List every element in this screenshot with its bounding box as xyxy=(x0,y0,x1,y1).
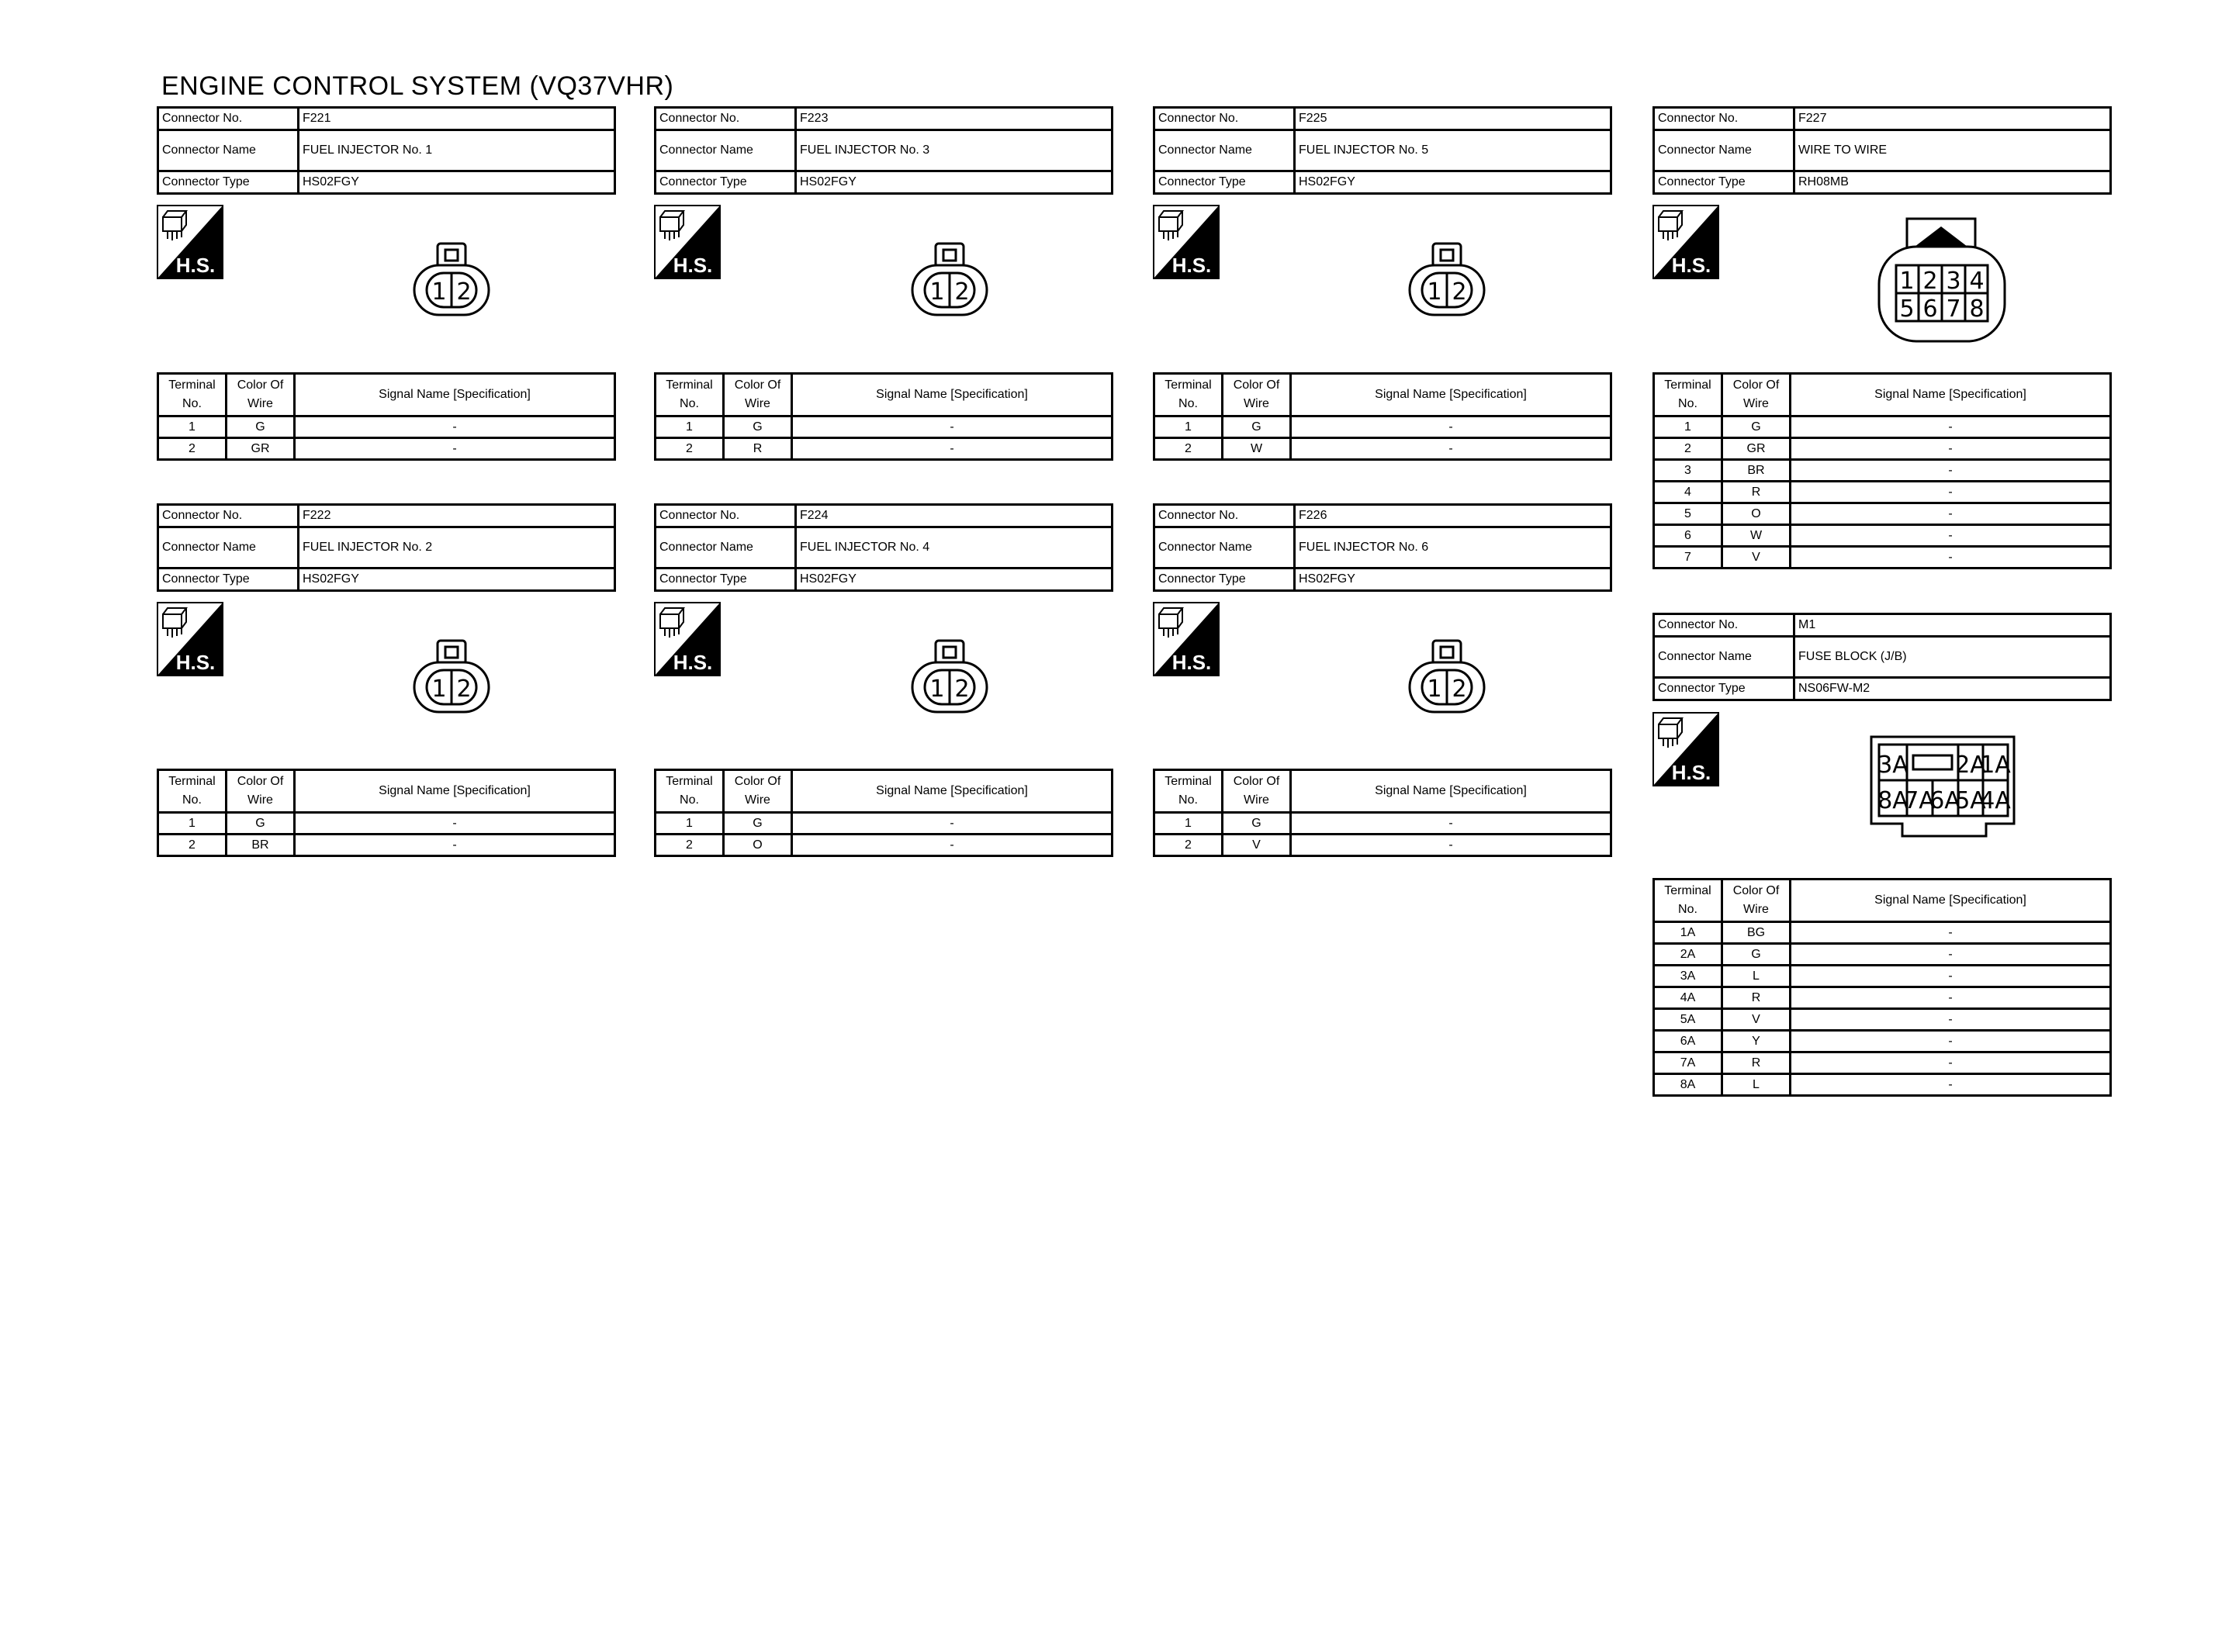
color-header: Color Of Wire xyxy=(724,770,792,813)
connector-no-value: F221 xyxy=(299,108,615,130)
connector-type-label: Connector Type xyxy=(1654,678,1794,700)
color-header: Color Of Wire xyxy=(1722,374,1791,416)
connector-face-f227 xyxy=(1876,216,2008,346)
table-row: 3A L - xyxy=(1654,966,2111,987)
color-header: Color Of Wire xyxy=(1223,374,1291,416)
connector-type-value: HS02FGY xyxy=(299,171,615,194)
page-title: ENGINE CONTROL SYSTEM (VQ37VHR) xyxy=(161,71,674,101)
connector-type-value: HS02FGY xyxy=(796,569,1113,591)
pin-label: 5A xyxy=(1955,787,1986,814)
table-row: 3 BR - xyxy=(1654,460,2111,482)
connector-info-f222 xyxy=(157,503,616,592)
color-header: Color Of Wire xyxy=(227,770,295,813)
table-row: 7A R - xyxy=(1654,1052,2111,1074)
pin-label: 8A xyxy=(1877,787,1909,814)
pin-label: 1 xyxy=(1899,268,1915,295)
connector-name-label: Connector Name xyxy=(656,527,796,569)
connector-no-value: F223 xyxy=(796,108,1113,130)
connector-type-value: HS02FGY xyxy=(1295,569,1611,591)
connector-face-m1 xyxy=(1867,732,2022,842)
pin-label: 3A xyxy=(1877,752,1909,779)
connector-no-label: Connector No. xyxy=(1654,614,1794,637)
hs-icon xyxy=(157,602,223,676)
connector-name-value: WIRE TO WIRE xyxy=(1794,130,2111,171)
table-row: 2 W - xyxy=(1154,438,1611,460)
connector-no-value: F224 xyxy=(796,505,1113,527)
connector-type-label: Connector Type xyxy=(158,171,299,194)
table-row: 2 O - xyxy=(656,835,1113,856)
terminal-no-header: Terminal No. xyxy=(158,374,227,416)
svg-text:H.S.: H.S. xyxy=(673,651,713,674)
connector-name-value: FUEL INJECTOR No. 2 xyxy=(299,527,615,569)
signal-header: Signal Name [Specification] xyxy=(295,374,615,416)
color-header: Color Of Wire xyxy=(227,374,295,416)
table-row: 2 R - xyxy=(656,438,1113,460)
pin-label: 5 xyxy=(1899,295,1915,323)
table-row: 8A L - xyxy=(1654,1074,2111,1096)
table-row: 6 W - xyxy=(1654,525,2111,547)
pin-label: 2 xyxy=(456,676,472,703)
pin-label: 3 xyxy=(1946,268,1961,295)
signal-header: Signal Name [Specification] xyxy=(792,770,1113,813)
hs-icon xyxy=(1153,602,1220,676)
connector-name-label: Connector Name xyxy=(1654,130,1794,171)
svg-text:H.S.: H.S. xyxy=(175,651,216,674)
pin-label: 8 xyxy=(1969,295,1985,323)
connector-type-label: Connector Type xyxy=(1654,171,1794,194)
connector-face-f225 xyxy=(1407,242,1487,320)
table-row: 2 GR - xyxy=(1654,438,2111,460)
pin-label: 2 xyxy=(954,278,970,306)
table-row: 2 V - xyxy=(1154,835,1611,856)
connector-name-value: FUEL INJECTOR No. 5 xyxy=(1295,130,1611,171)
table-row: 1 G - xyxy=(158,416,615,438)
terminal-no-header: Terminal No. xyxy=(656,374,724,416)
terminal-no-header: Terminal No. xyxy=(1654,374,1722,416)
connector-info-f223 xyxy=(654,106,1113,195)
connector-name-label: Connector Name xyxy=(656,130,796,171)
table-row: 4 R - xyxy=(1654,482,2111,503)
connector-info-f224 xyxy=(654,503,1113,592)
table-row: 2A G - xyxy=(1654,944,2111,966)
pin-label: 2 xyxy=(1922,268,1938,295)
hs-icon xyxy=(1153,205,1220,279)
connector-face-f221 xyxy=(411,242,492,320)
svg-text:H.S.: H.S. xyxy=(1171,651,1212,674)
connector-no-value: M1 xyxy=(1794,614,2111,637)
connector-type-value: HS02FGY xyxy=(299,569,615,591)
pin-label: 4A xyxy=(1980,787,2011,814)
terminal-no-header: Terminal No. xyxy=(656,770,724,813)
signal-header: Signal Name [Specification] xyxy=(1291,770,1611,813)
table-row: 1A BG - xyxy=(1654,922,2111,944)
terminal-no-header: Terminal No. xyxy=(1654,880,1722,922)
signal-header: Signal Name [Specification] xyxy=(295,770,615,813)
pin-label: 7A xyxy=(1904,787,1935,814)
pin-label: 2A xyxy=(1955,752,1986,779)
connector-name-value: FUSE BLOCK (J/B) xyxy=(1794,637,2111,678)
connector-no-value: F225 xyxy=(1295,108,1611,130)
terminal-table-f227 xyxy=(1652,372,2112,569)
connector-name-label: Connector Name xyxy=(158,130,299,171)
hs-icon xyxy=(654,602,721,676)
svg-text:H.S.: H.S. xyxy=(673,254,713,277)
connector-name-value: FUEL INJECTOR No. 1 xyxy=(299,130,615,171)
terminal-table-f223 xyxy=(654,372,1113,461)
connector-name-value: FUEL INJECTOR No. 6 xyxy=(1295,527,1611,569)
connector-name-value: FUEL INJECTOR No. 3 xyxy=(796,130,1113,171)
table-row: 1 G - xyxy=(656,416,1113,438)
pin-label: 1 xyxy=(431,278,447,306)
connector-no-label: Connector No. xyxy=(1154,108,1295,130)
color-header: Color Of Wire xyxy=(1722,880,1791,922)
pin-label: 7 xyxy=(1946,295,1961,323)
terminal-no-header: Terminal No. xyxy=(1154,770,1223,813)
connector-no-value: F227 xyxy=(1794,108,2111,130)
pin-label: 1 xyxy=(929,278,945,306)
connector-face-f223 xyxy=(909,242,990,320)
connector-name-label: Connector Name xyxy=(158,527,299,569)
connector-type-value: HS02FGY xyxy=(1295,171,1611,194)
connector-type-label: Connector Type xyxy=(656,171,796,194)
pin-label: 2 xyxy=(456,278,472,306)
svg-text:H.S.: H.S. xyxy=(1671,761,1711,784)
table-row: 1 G - xyxy=(1154,813,1611,835)
hs-icon xyxy=(1652,712,1719,786)
table-row: 5A V - xyxy=(1654,1009,2111,1031)
terminal-table-f225 xyxy=(1153,372,1612,461)
svg-text:H.S.: H.S. xyxy=(1671,254,1711,277)
connector-no-label: Connector No. xyxy=(158,108,299,130)
signal-header: Signal Name [Specification] xyxy=(1791,374,2111,416)
pin-label: 4 xyxy=(1969,268,1985,295)
connector-type-label: Connector Type xyxy=(656,569,796,591)
table-row: 7 V - xyxy=(1654,547,2111,569)
connector-face-f224 xyxy=(909,639,990,717)
terminal-no-header: Terminal No. xyxy=(158,770,227,813)
svg-text:H.S.: H.S. xyxy=(1171,254,1212,277)
table-row: 2 BR - xyxy=(158,835,615,856)
terminal-table-f224 xyxy=(654,769,1113,857)
connector-type-label: Connector Type xyxy=(158,569,299,591)
hs-icon xyxy=(654,205,721,279)
terminal-table-m1 xyxy=(1652,878,2112,1097)
table-row: 1 G - xyxy=(158,813,615,835)
terminal-table-f221 xyxy=(157,372,616,461)
connector-name-label: Connector Name xyxy=(1654,637,1794,678)
pin-label: 2 xyxy=(1452,676,1467,703)
pin-label: 6A xyxy=(1929,787,1960,814)
connector-no-label: Connector No. xyxy=(1154,505,1295,527)
connector-no-label: Connector No. xyxy=(656,108,796,130)
connector-no-label: Connector No. xyxy=(656,505,796,527)
pin-label: 1 xyxy=(1427,676,1442,703)
terminal-no-header: Terminal No. xyxy=(1154,374,1223,416)
connector-type-value: HS02FGY xyxy=(796,171,1113,194)
connector-no-label: Connector No. xyxy=(158,505,299,527)
pin-label: 6 xyxy=(1922,295,1938,323)
pin-label: 1A xyxy=(1980,752,2011,779)
table-row: 1 G - xyxy=(656,813,1113,835)
signal-header: Signal Name [Specification] xyxy=(1291,374,1611,416)
pin-label: 2 xyxy=(954,676,970,703)
connector-info-f226 xyxy=(1153,503,1612,592)
hs-icon xyxy=(1652,205,1719,279)
svg-text:H.S.: H.S. xyxy=(175,254,216,277)
pin-label: 2 xyxy=(1452,278,1467,306)
table-row: 4A R - xyxy=(1654,987,2111,1009)
table-row: 6A Y - xyxy=(1654,1031,2111,1052)
signal-header: Signal Name [Specification] xyxy=(1791,880,2111,922)
terminal-table-f226 xyxy=(1153,769,1612,857)
connector-type-label: Connector Type xyxy=(1154,569,1295,591)
connector-face-f226 xyxy=(1407,639,1487,717)
connector-type-value: NS06FW-M2 xyxy=(1794,678,2111,700)
signal-header: Signal Name [Specification] xyxy=(792,374,1113,416)
hs-icon xyxy=(157,205,223,279)
connector-name-label: Connector Name xyxy=(1154,527,1295,569)
color-header: Color Of Wire xyxy=(724,374,792,416)
color-header: Color Of Wire xyxy=(1223,770,1291,813)
pin-label: 1 xyxy=(431,676,447,703)
connector-info-f225 xyxy=(1153,106,1612,195)
table-row: 1 G - xyxy=(1654,416,2111,438)
pin-label: 1 xyxy=(929,676,945,703)
table-row: 5 O - xyxy=(1654,503,2111,525)
pin-label: 1 xyxy=(1427,278,1442,306)
connector-info-m1 xyxy=(1652,613,2112,701)
terminal-table-f222 xyxy=(157,769,616,857)
connector-no-value: F222 xyxy=(299,505,615,527)
connector-info-f227 xyxy=(1652,106,2112,195)
table-row: 1 G - xyxy=(1154,416,1611,438)
table-row: 2 GR - xyxy=(158,438,615,460)
connector-no-value: F226 xyxy=(1295,505,1611,527)
connector-type-value: RH08MB xyxy=(1794,171,2111,194)
connector-info-f221 xyxy=(157,106,616,195)
connector-no-label: Connector No. xyxy=(1654,108,1794,130)
connector-name-value: FUEL INJECTOR No. 4 xyxy=(796,527,1113,569)
connector-type-label: Connector Type xyxy=(1154,171,1295,194)
connector-name-label: Connector Name xyxy=(1154,130,1295,171)
connector-face-f222 xyxy=(411,639,492,717)
